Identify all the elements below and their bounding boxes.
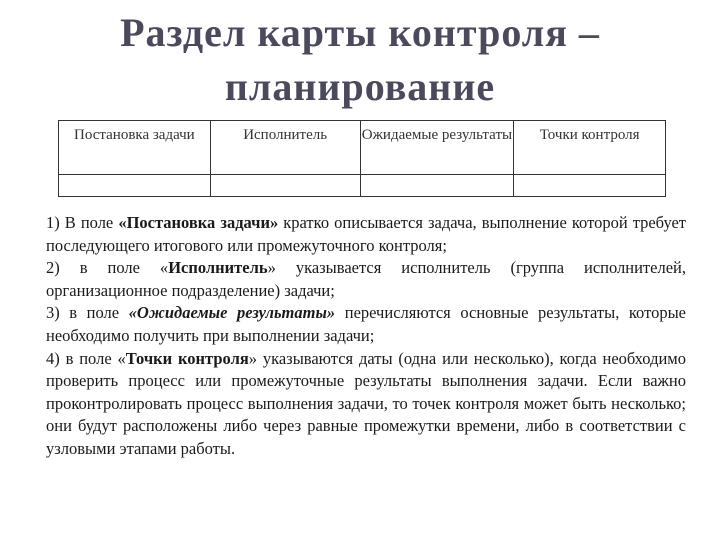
paragraph-control-points xyxy=(46,348,686,461)
header-executor: Исполнитель xyxy=(210,121,360,175)
term-task-statement: «Постановка задачи» xyxy=(118,213,279,232)
table-header-row xyxy=(59,121,666,175)
control-map-table xyxy=(58,120,666,197)
header-task-statement: Постановка задачи xyxy=(59,121,211,175)
paragraph-expected-results xyxy=(46,302,686,347)
paragraph-task-statement xyxy=(46,212,686,257)
table-cell xyxy=(514,175,666,197)
term-expected-results: «Ожидаемые результаты» xyxy=(128,303,336,323)
term-executor: Исполнитель xyxy=(168,258,268,278)
paragraph-suffix: » указываются даты (одна или несколько), когда необходимо проверить процесс или промежуточные результаты выполнения задачи. Если важно проконтролировать процесс выполнения задачи, то точек контроля может быть несколько; они будут расположены либо через равные промежутки времени, либо в соответствии с узловыми этапами работы. xyxy=(46,348,686,458)
paragraph-suffix: кратко описывается задача, выполнение которой требует последующего итогового или промежуточного контроля; xyxy=(46,213,687,255)
table-row xyxy=(59,175,666,197)
term-control-points: Точки контроля xyxy=(125,348,249,368)
header-expected-results: Ожидаемые результаты xyxy=(360,121,514,175)
paragraph-prefix: 3) в поле xyxy=(46,303,129,323)
table-cell xyxy=(360,175,514,197)
description-text xyxy=(46,212,686,461)
table-cell xyxy=(210,175,360,197)
paragraph-suffix: » указывается исполнитель (группа исполнителей, организационное подразделение) задачи; xyxy=(46,258,686,300)
paragraph-suffix: перечисляются основные результаты, которые необходимо получить при выполнении задачи; xyxy=(46,303,686,345)
paragraph-prefix: 1) В поле xyxy=(46,213,119,232)
table-cell xyxy=(59,175,211,197)
paragraph-executor xyxy=(46,257,686,302)
header-control-points: Точки контроля xyxy=(514,121,666,175)
paragraph-prefix: 4) в поле « xyxy=(46,348,126,368)
paragraph-prefix: 2) в поле « xyxy=(46,258,169,278)
slide-title: Раздел карты контроля – планирование xyxy=(120,10,600,109)
